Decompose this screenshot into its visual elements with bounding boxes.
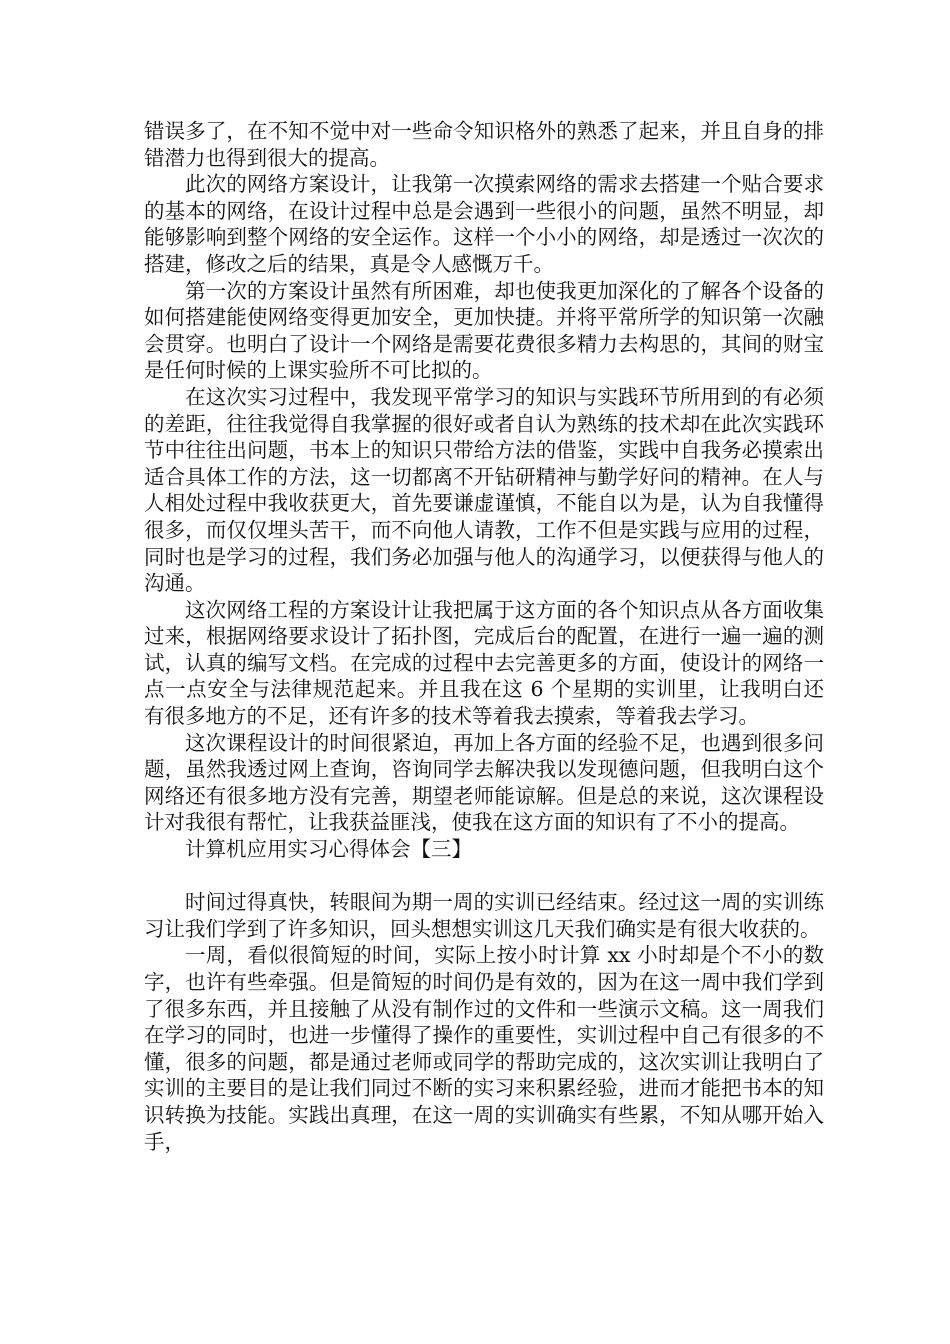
paragraph: 在这次实习过程中，我发现平常学习的知识与实践环节所用到的有必须的差距，往往我觉得自我掌握的很好或者自认为熟练的技术却在此次实践环节中往往出问题，书本上的知识只带给方法的借鉴，实践中自我务必摸索出适合具体工作的方法，这一切都离不开钻研精神与勤学好问的精神。在人与人相处过程中我收获更大，首先要谦虚谨慎，不能自以为是，认为自我懂得很多，而仅仅埋头苦干，而不向他人请教，工作不但是实践与应用的过程，同时也是学习的过程，我们务必加强与他人的沟通学习，以便获得与他人的沟通。	[144, 384, 824, 596]
paragraph: 这次课程设计的时间很紧迫，再加上各方面的经验不足，也遇到很多问题，虽然我透过网上查询，咨询同学去解决我以发现德问题，但我明白这个网络还有很多地方没有完善，期望老师能谅解。但是总的来说，这次课程设计对我很有帮忙，让我获益匪浅，使我在这方面的知识有了不小的提高。	[144, 730, 824, 835]
paragraph: 一周，看似很简短的时间，实际上按小时计算 xx 小时却是个不小的数字，也许有些牵强。但是简短的时间仍是有效的，因为在这一周中我们学到了很多东西，并且接触了从没有制作过的文件和一些演示文稿。这一周我们在学习的同时，也进一步懂得了操作的重要性，实训过程中自己有很多的不懂，很多的问题，都是通过老师或同学的帮助完成的，这次实训让我明白了实训的主要目的是让我们同过不断的实习来积累经验，进而才能把书本的知识转换为技能。实践出真理，在这一周的实训确实有些累，不知从哪开始入手，	[144, 943, 824, 1154]
document-page	[144, 118, 824, 1155]
paragraph: 第一次的方案设计虽然有所困难，却也使我更加深化的了解各个设备的如何搭建能使网络变得更加安全，更加快捷。并将平常所学的知识第一次融会贯穿。也明白了设计一个网络是需要花费很多精力去构思的，其间的财宝是任何时候的上课实验所不可比拟的。	[144, 278, 824, 383]
paragraph: 此次的网络方案设计，让我第一次摸索网络的需求去搭建一个贴合要求的基本的网络，在设计过程中总是会遇到一些很小的问题，虽然不明显，却能够影响到整个网络的安全运作。这样一个小小的网络，却是透过一次次的搭建，修改之后的结果，真是令人感慨万千。	[144, 172, 824, 276]
paragraph: 这次网络工程的方案设计让我把属于这方面的各个知识点从各方面收集过来，根据网络要求设计了拓扑图，完成后台的配置，在进行一遍一遍的测试，认真的编写文档。在完成的过程中去完善更多的方面，使设计的网络一点一点安全与法律规范起来。并且我在这 6 个星期的实训里，让我明白还有很多地方的不足，还有许多的技术等着我去摸索，等着我去学习。	[144, 597, 824, 729]
paragraph: 时间过得真快，转眼间为期一周的实训已经结束。经过这一周的实训练习让我们学到了许多知识，回头想想实训这几天我们确实是有很大收获的。	[144, 890, 824, 941]
blank-line	[144, 863, 824, 890]
section-heading: 计算机应用实习心得体会【三】	[185, 837, 472, 862]
paragraph-continued: 错误多了，在不知不觉中对一些命令知识格外的熟悉了起来，并且自身的排错潜力也得到很大的提高。	[144, 119, 824, 170]
